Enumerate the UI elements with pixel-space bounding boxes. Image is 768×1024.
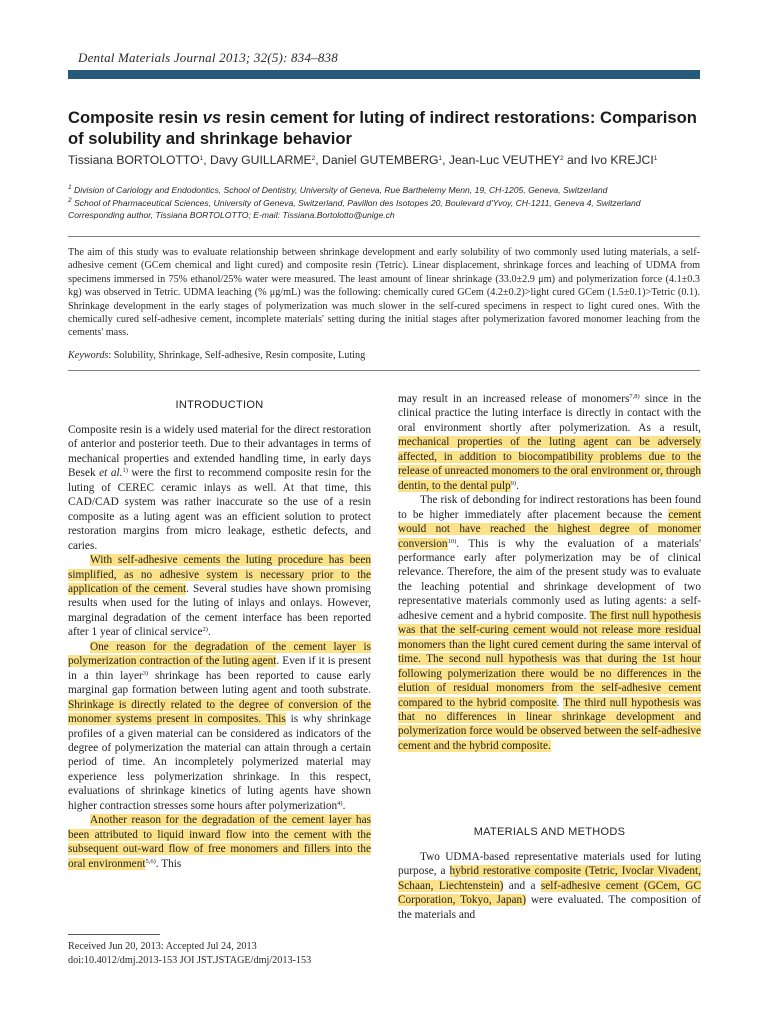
keywords [68, 350, 700, 361]
highlight: With self-adhesive cements the luting procedure has been simplified, as no adhesive system is necessary prior to the application of the cement [68, 554, 371, 595]
paragraph: With self-adhesive cements the luting procedure has been simplified, as no adhesive system is necessary prior to the application of the cement. Several studies have shown promising results when used for the luting of inlays and onlays. However, marginal degradation of the cement interface has been reported after 1 year of clinical service$^{2)}$. [68, 554, 372, 639]
title-vs: vs [202, 108, 222, 127]
footer [68, 940, 311, 967]
divider [68, 236, 700, 237]
received-dates: Received Jun 20, 2013: Accepted Jul 24, 2013 [68, 941, 257, 952]
section-heading-introduction: INTRODUCTION [175, 399, 264, 411]
right-column [398, 392, 701, 753]
right-column-continued [398, 850, 701, 922]
section-heading-materials-methods: MATERIALS AND METHODS [473, 826, 626, 838]
keywords-list: : Solubility, Shrinkage, Self-adhesive, Resin composite, Luting [108, 350, 366, 361]
paragraph: Another reason for the degradation of the cement layer has been attributed to liquid inward flow into the cement with the subsequent out-ward flow of free monomers and fillers into the oral environment$^{5,6)}$. This [68, 814, 371, 870]
doi: doi:10.4012/dmj.2013-153 JOI JST.JSTAGE/dmj/2013-153 [68, 954, 312, 966]
author: Ivo KREJCI$^1$ [590, 153, 658, 167]
header-bar [68, 70, 700, 79]
paragraph: Composite resin is a widely used material for the direct restoration of anterior and posterior teeth. Due to their advantages in terms of mechanical properties and extended handling time, in early days Besek et al.$^{1)}$ were the first to recommend composite resin for the luting of CEREC ceramic inlays as well. At that time, this CAD/CAD system was rather inaccurate so the use of a resin composite as a luting agent was an efficient solution to protect restoration margins from micro leakage, esthetic defects, and caries. [68, 424, 372, 552]
paragraph: may result in an increased release of monomers$^{7,8)}$ since in the clinical practice the luting interface is directly in contact with the oral environment shortly after polymerization. As a result, mechanical properties of the luting agent can be adversely affected, in addition to biocompatibility problems due to the release of unreacted monomers to the oral environment or, through dentin, to the dental pulp$^{9)}$. [398, 393, 701, 492]
author-list [68, 153, 708, 167]
divider [68, 370, 700, 371]
highlight: hybrid restorative composite (Tetric, Ivoclar Vivadent, Schaan, Liechtenstein) [398, 865, 701, 892]
author: Tissiana BORTOLOTTO$^1$, [68, 153, 211, 167]
keywords-label: Keywords [68, 350, 109, 361]
highlight: self-adhesive cement (GCem, GC Corporation, Tokyo, Japan) [398, 879, 701, 907]
paragraph: Two UDMA-based representative materials used for luting purpose, a hybrid restorative composite (Tetric, Ivoclar Vivadent, Schaan, Liechtenstein) and a self-adhesive cement (GCem, GC Corporation, Tokyo, Japan) were evaluated. The composition of the materials and [398, 851, 701, 921]
article-title [68, 107, 704, 149]
paragraph: The risk of debonding for indirect restorations has been found to be higher immediately after placement because the cement would not have reached the highest degree of monomer conversion$^{10)}$. This is why the evaluation of a materials' performance early after polymerization may be of clinical relevance. Therefore, the aim of the present study was to evaluate the leaching potential and shrinkage development of two representative materials commonly used as luting agents: a self-adhesive cement and a hybrid composite. The first null hypothesis was that the self-curing cement would not release more residual monomers than the light cured cement during the same interval of time. The second null hypothesis was that during the 1st hour following polymerization there would be no differences in the elution of residual monomers from the self-adhesive cement compared to the hybrid composite. The third null hypothesis was that no differences in linear shrinkage development and polymerization force would be observed between the self-adhesive cement and the hybrid composite. [398, 494, 702, 752]
author: Daniel GUTEMBERG$^1$, [322, 153, 449, 167]
abstract: The aim of this study was to evaluate relationship between shrinkage development and early solubility of two commonly used luting materials, a self-adhesive cement (GCem chemical and light cured) and composite resin (Tetric). Linear displacement, shrinkage forces and leaching of UDMA from specimens immersed in 75% ethanol/25% water were measured. The least amount of linear shrinkage (33.0±2.9 μm) and polymerization force (4.1±0.3 kg) was observed in Tetric. UDMA leaching (% μg/mL) was the following: chemically cured GCem (4.2±0.2)>light cured GCem (1.5±0.1)>Tetric (0.1). Shrinkage development in the early stages of polymerization was much slower in the self-cured specimens in respect to light cured ones. With the chemically cured self-adhesive cement, incomplete materials' setting during the initial stages after polymerization favored monomer leaching from the cements' mass. [68, 247, 700, 339]
highlight: The third null hypothesis was that no differences in linear shrinkage development and polymerization force would be observed between the self-adhesive cement and the hybrid composite. [398, 696, 702, 752]
highlight: Another reason for the degradation of the cement layer has been attributed to liquid inward flow into the cement with the subsequent out-ward flow of free monomers and fillers into the oral environment [68, 814, 371, 870]
journal-citation: Dental Materials Journal 2013; 32(5): 834–838 [78, 50, 338, 65]
title-part-2: resin cement for luting of indirect restorations: Comparison of solubility and shrinkage behavior [68, 108, 697, 148]
affiliation-2: $^2$ School of Pharmaceutical Sciences, University of Geneva, Switzerland, Pavillon des Isotopes 20, Boulevard d'Yvoy, CH-1211, Geneva 4, Switzerland [68, 196, 641, 208]
author: Davy GUILLARME$^2$, [210, 153, 323, 167]
author: Jean-Luc VEUTHEY$^2$ and [448, 153, 591, 167]
footnote-rule [68, 934, 160, 935]
highlight: Shrinkage is directly related to the degree of conversion of the monomer systems present in composites. This [68, 698, 371, 726]
corresponding-author: Corresponding author, Tissiana BORTOLOTTO; E-mail: Tissiana.Bortolotto@unige.ch [68, 210, 395, 220]
paragraph: One reason for the degradation of the cement layer is polymerization contraction of the luting agent. Even if it is present in a thin layer$^{3)}$ shrinkage has been reported to cause early marginal gap formation between luting agent and tooth substrate. Shrinkage is directly related to the degree of conversion of the monomer systems present in composites. This is why shrinkage profiles of a given material can be considered as indicators of the degree of polymerization the material can attain through a certain period of time. An incompletely polymerized material may experience less polymerization shrinkage. In this respect, evaluations of shrinkage kinetics of luting agents have shown higher contraction stresses some hours after polymerization$^{4)}$. [68, 640, 371, 812]
highlight: cement would not have reached the highest degree of monomer conversion [398, 508, 701, 550]
highlight: The first null hypothesis was that the self-curing cement would not release more residual monomers than the light cured cement during the same interval of time. The second null hypothesis was that during the 1st hour following polymerization there would be no differences in the elution of residual monomers from the self-adhesive cement compared to the hybrid composite [398, 609, 701, 709]
left-column [68, 423, 371, 871]
affiliations [68, 184, 708, 222]
highlight: mechanical properties of the luting agent can be adversely affected, in addition to biocompatibility problems due to the release of unreacted monomers to the oral environment or, through dentin, to the dental pulp [398, 436, 701, 492]
highlight: One reason for the degradation of the cement layer is polymerization contraction of the luting agent [68, 640, 371, 668]
affiliation-1: $^1$ Division of Cariology and Endodontics, School of Dentistry, University of Geneva, Rue Barthelemy Menn, 19, CH-1205, Geneva, Switzerland [68, 184, 608, 195]
title-part-1: Composite resin [68, 108, 203, 127]
